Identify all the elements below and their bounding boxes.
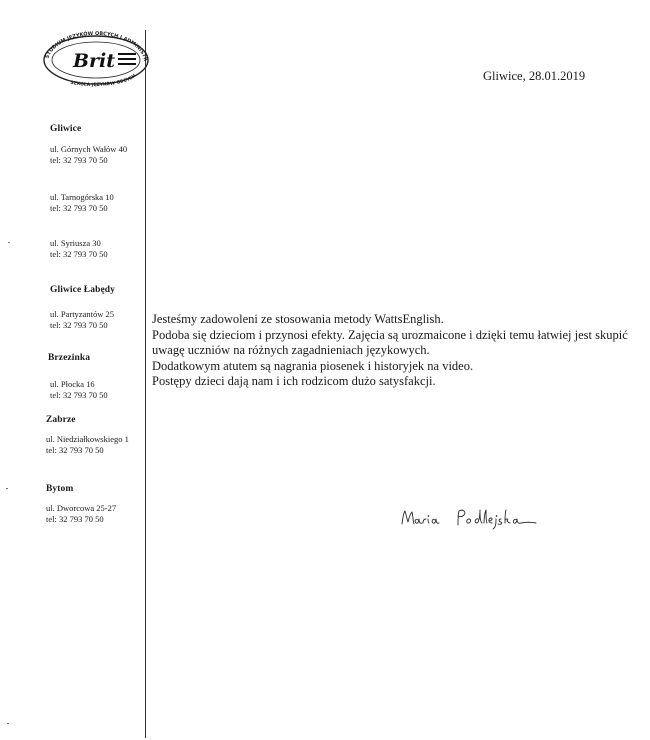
body-line: Dodatkowym atutem są nagrania piosenek i historyjek na video. [152,358,474,373]
sidebar-divider [145,30,146,738]
logo-wordmark: Brit [72,50,116,72]
sidebar-address-block [50,192,114,214]
letter-date: Gliwice, 28.01.2019 [483,69,586,83]
address-phone: tel: 32 793 70 50 [50,203,108,213]
logo-ring-bottom: SZKOŁA JĘZYKÓW OBCYCH [69,73,138,88]
body-line: Postępy dzieci dają nam i ich rodzicom dużo satysfakcji. [152,374,436,388]
sidebar-address-block [46,503,116,525]
sidebar-addresses [0,0,145,740]
letter-body [152,312,632,390]
sidebar-city-heading: Gliwice [50,124,82,134]
address-phone: tel: 32 793 70 50 [50,390,108,400]
address-phone: tel: 32 793 70 50 [50,155,108,165]
address-street: ul. Partyzantów 25 [50,309,114,319]
address-phone: tel: 32 793 70 50 [50,320,108,330]
sidebar-city-heading: Bytom [46,484,74,494]
address-street: ul. Syriusza 30 [50,238,101,248]
sidebar-city-heading: Gliwice Łabędy [50,285,115,295]
body-line: Jesteśmy zadowoleni ze stosowania metody WattsEnglish. [152,312,444,326]
sidebar-city-heading: Brzezinka [48,353,91,363]
address-street: ul. Tarnogórska 10 [50,192,114,202]
address-phone: tel: 32 793 70 50 [46,445,104,455]
address-phone: tel: 32 793 70 50 [46,514,104,524]
sidebar-address-block [50,144,127,166]
address-street: ul. Górnych Wałów 40 [50,144,128,154]
body-line: Podoba się dzieciom i przynosi efekty. Zajęcia są urozmaicone i dzięki temu łatwiej jest skupić uwagę uczniów na różnych zagadnieniach językowych. [152,327,628,357]
address-street: ul. Niedziałkowskiego 1 [46,434,129,444]
sidebar-address-block [50,379,108,401]
signature [400,506,540,530]
address-phone: tel: 32 793 70 50 [50,249,108,259]
sidebar-city-heading: Zabrze [46,415,76,425]
sidebar-address-block [50,309,114,331]
logo-ring-top: STUDIUM JĘZYKÓW OBCYCH I ADMINISTR [44,30,149,62]
sidebar-address-block [46,434,129,456]
address-street: ul. Płocka 16 [50,379,95,389]
address-street: ul. Dworcowa 25-27 [46,503,117,513]
sidebar-address-block [50,238,108,260]
